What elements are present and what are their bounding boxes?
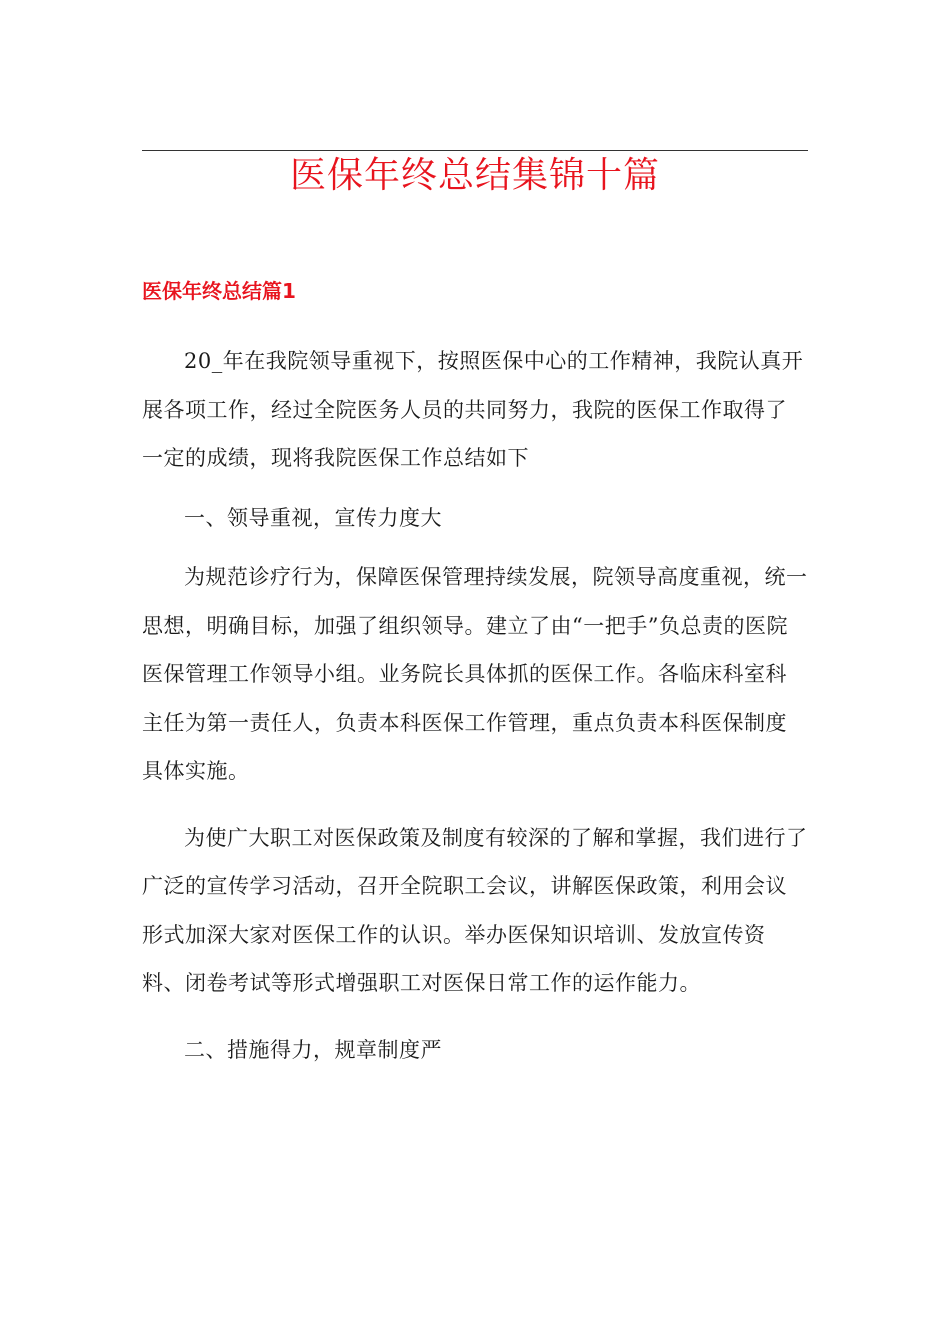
- paragraph-subheading-one: 一、领导重视，宣传力度大: [184, 505, 442, 530]
- section-heading: 医保年终总结篇1: [142, 279, 296, 303]
- paragraph-publicity: 为使广大职工对医保政策及制度有较深的了解和掌握，我们进行了广泛的宣传学习活动，召开全院职工会议，讲解医保政策，利用会议形式加深大家对医保工作的认识。举办医保知识培训、发放宣传资料、闭卷考试等形式增强职工对医保日常工作的运作能力。: [142, 825, 808, 995]
- paragraph-intro: 20_年在我院领导重视下，按照医保中心的工作精神，我院认真开展各项工作，经过全院医务人员的共同努力，我院的医保工作取得了一定的成绩，现将我院医保工作总结如下: [142, 349, 804, 470]
- paragraph-subheading-two: 二、措施得力，规章制度严: [184, 1037, 442, 1062]
- title-top-rule: [142, 150, 808, 151]
- document-body: [142, 337, 808, 1074]
- document-title: 医保年终总结集锦十篇: [289, 155, 660, 196]
- paragraph-leadership: 为规范诊疗行为，保障医保管理持续发展，院领导高度重视，统一思想，明确目标，加强了组织领导。建立了由“一把手”负总责的医院医保管理工作领导小组。业务院长具体抓的医保工作。各临床科室科主任为第一责任人，负责本科医保工作管理，重点负责本科医保制度具体实施。: [142, 565, 808, 783]
